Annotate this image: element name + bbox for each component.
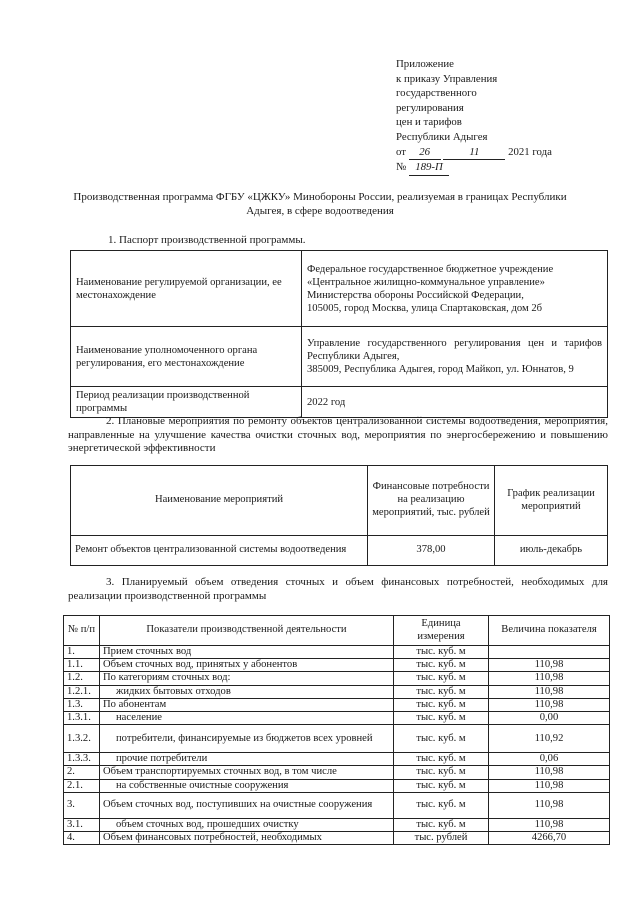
row-value: 110,98 (489, 659, 610, 672)
row-value: 110,98 (489, 766, 610, 779)
row-value: 110,98 (489, 779, 610, 792)
row-value (489, 646, 610, 659)
row-number: 4. (64, 832, 100, 845)
row-number: 1.2.1. (64, 685, 100, 698)
appendix-line: регулирования (396, 101, 464, 114)
row-value: 4266,70 (489, 832, 610, 845)
passport-value (302, 251, 608, 327)
section2-heading: 2. Плановые мероприятия по ремонту объектов централизованной системы водоотведения, мероприятия, направленные на улучшение качества очистки сточных вод, мероприятия по энергосбережению и повышению энергетической эффективности (68, 415, 608, 454)
appendix-line: Республики Адыгея (396, 130, 488, 143)
appendix-line: к приказу Управления (396, 72, 498, 85)
column-header: Наименование мероприятий (71, 466, 368, 536)
table-row (64, 792, 610, 818)
row-indicator: потребители, финансируемые из бюджетов всех уровней (100, 725, 394, 753)
row-indicator: Прием сточных вод (100, 646, 394, 659)
passport-value-line: Федеральное государственное бюджетное учреждение «Центральное жилищно-коммунальное управление» Министерства обороны Российской Федерации, (307, 263, 554, 301)
table-row (64, 698, 610, 711)
date-month: 11 (443, 145, 505, 161)
measure-amount: 378,00 (368, 536, 495, 566)
row-unit: тыс. куб. м (394, 766, 489, 779)
table-row (71, 251, 608, 327)
table-row (64, 753, 610, 766)
table-row (71, 327, 608, 387)
row-value: 0,00 (489, 712, 610, 725)
number-prefix: № (396, 161, 407, 174)
table-header-row (71, 466, 608, 536)
row-unit: тыс. куб. м (394, 672, 489, 685)
passport-table (70, 250, 608, 418)
row-number: 1.3.1. (64, 712, 100, 725)
row-indicator: прочие потребители (100, 753, 394, 766)
date-suffix: 2021 года (508, 145, 552, 158)
row-number: 2.1. (64, 779, 100, 792)
table-row (64, 659, 610, 672)
row-number: 1.3. (64, 698, 100, 711)
row-indicator: жидких бытовых отходов (100, 685, 394, 698)
row-value: 110,98 (489, 792, 610, 818)
row-value: 0,06 (489, 753, 610, 766)
table-row (64, 672, 610, 685)
passport-value-line: 385009, Республика Адыгея, город Майкоп, ул. Юннатов, 9 (307, 364, 574, 375)
table-row (64, 832, 610, 845)
appendix-date-line (396, 145, 596, 161)
row-indicator: население (100, 712, 394, 725)
table-row (64, 712, 610, 725)
row-unit: тыс. куб. м (394, 698, 489, 711)
passport-label: Период реализации производственной программы (71, 387, 302, 418)
passport-label: Наименование уполномоченного органа регулирования, его местонахождение (71, 327, 302, 387)
column-header: Единица измерения (394, 616, 489, 646)
document-title: Производственная программа ФГБУ «ЦЖКУ» Минобороны России, реализуемая в границах Республики Адыгея, в сфере водоотведения (73, 191, 567, 217)
row-value: 110,98 (489, 685, 610, 698)
column-header: № п/п (64, 616, 100, 646)
table-row (64, 766, 610, 779)
row-unit: тыс. куб. м (394, 712, 489, 725)
row-value: 110,98 (489, 672, 610, 685)
appendix-block (396, 57, 596, 176)
section3-heading: 3. Планируемый объем отведения сточных и объем финансовых потребностей, необходимых для реализации производственной программы (68, 576, 608, 602)
appendix-number-line (396, 160, 596, 176)
row-indicator: Объем сточных вод, принятых у абонентов (100, 659, 394, 672)
row-number: 1. (64, 646, 100, 659)
table-row (71, 536, 608, 566)
appendix-line: цен и тарифов (396, 116, 462, 129)
date-prefix: от (396, 145, 406, 158)
row-indicator: на собственные очистные сооружения (100, 779, 394, 792)
column-header: Финансовые потребности на реализацию мероприятий, тыс. рублей (368, 466, 495, 536)
passport-value (302, 387, 608, 418)
row-unit: тыс. куб. м (394, 753, 489, 766)
row-number: 2. (64, 766, 100, 779)
column-header: Величина показателя (489, 616, 610, 646)
row-unit: тыс. куб. м (394, 685, 489, 698)
row-unit: тыс. куб. м (394, 725, 489, 753)
row-unit: тыс. куб. м (394, 659, 489, 672)
row-unit: тыс. куб. м (394, 646, 489, 659)
appendix-line: Приложение (396, 58, 454, 70)
row-indicator: Объем сточных вод, поступивших на очистные сооружения (100, 792, 394, 818)
measure-name: Ремонт объектов централизованной системы водоотведения (71, 536, 368, 566)
row-number: 1.3.3. (64, 753, 100, 766)
table-row (64, 646, 610, 659)
passport-value-line: 2022 год (307, 396, 346, 408)
row-unit: тыс. рублей (394, 832, 489, 845)
appendix-line: государственного (396, 87, 477, 100)
row-number: 3.1. (64, 818, 100, 831)
measures-table (70, 465, 608, 566)
table-row (64, 818, 610, 831)
date-day: 26 (409, 145, 441, 161)
row-unit: тыс. куб. м (394, 792, 489, 818)
passport-label: Наименование регулируемой организации, ее местонахождение (71, 251, 302, 327)
indicators-table (63, 615, 610, 845)
column-header: Показатели производственной деятельности (100, 616, 394, 646)
row-number: 3. (64, 792, 100, 818)
row-number: 1.2. (64, 672, 100, 685)
row-indicator: По категориям сточных вод: (100, 672, 394, 685)
measure-schedule: июль-декабрь (495, 536, 608, 566)
passport-value-line: 105005, город Москва, улица Спартаковская, дом 2б (307, 302, 543, 314)
row-number: 1.3.2. (64, 725, 100, 753)
row-unit: тыс. куб. м (394, 818, 489, 831)
table-row (71, 387, 608, 418)
table-header-row (64, 616, 610, 646)
row-indicator: Объем транспортируемых сточных вод, в том числе (100, 766, 394, 779)
section1-heading: 1. Паспорт производственной программы. (108, 234, 306, 246)
passport-value-line: Управление государственного регулирования цен и тарифов Республики Адыгея, (307, 338, 602, 362)
column-header: График реализации мероприятий (495, 466, 608, 536)
row-value: 110,92 (489, 725, 610, 753)
passport-value (302, 327, 608, 387)
row-value: 110,98 (489, 818, 610, 831)
table-row (64, 779, 610, 792)
row-indicator: объем сточных вод, прошедших очистку (100, 818, 394, 831)
row-value: 110,98 (489, 698, 610, 711)
number-value: 189-П (409, 160, 449, 176)
table-row (64, 685, 610, 698)
row-indicator: По абонентам (100, 698, 394, 711)
row-number: 1.1. (64, 659, 100, 672)
row-indicator: Объем финансовых потребностей, необходимых (100, 832, 394, 845)
row-unit: тыс. куб. м (394, 779, 489, 792)
table-row (64, 725, 610, 753)
